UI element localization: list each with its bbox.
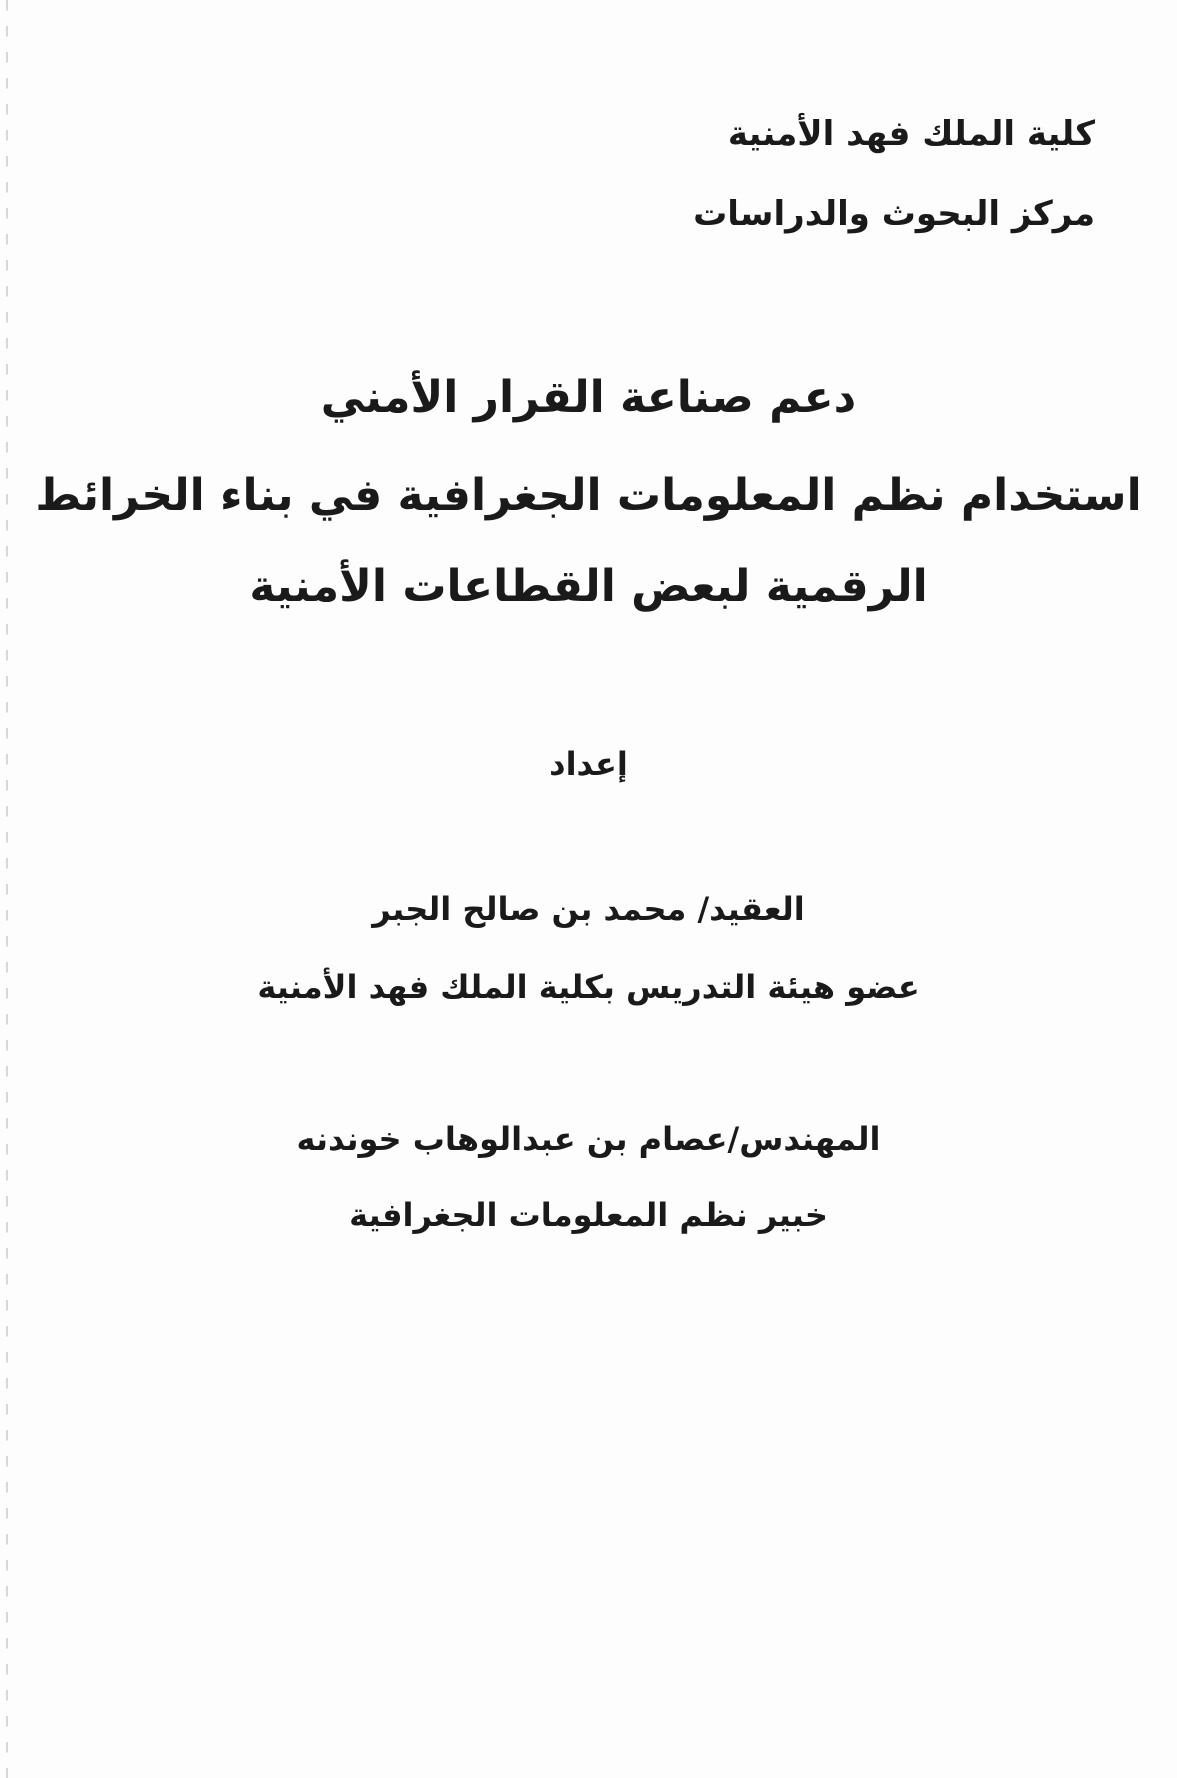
scan-edge — [6, 0, 8, 1778]
author-1-name: العقيد/ محمد بن صالح الجبر — [372, 890, 805, 928]
author-1-role: عضو هيئة التدريس بكلية الملك فهد الأمنية — [257, 968, 920, 1006]
title-line-2: استخدام نظم المعلومات الجغرافية في بناء الخرائط — [35, 470, 1142, 521]
institution-name: كلية الملك فهد الأمنية — [727, 114, 1095, 154]
prepared-by-label: إعداد — [549, 745, 628, 783]
research-center-name: مركز البحوث والدراسات — [693, 194, 1095, 234]
title-line-3: الرقمية لبعض القطاعات الأمنية — [249, 561, 928, 612]
author-2-role: خبير نظم المعلومات الجغرافية — [349, 1196, 828, 1234]
title-line-1: دعم صناعة القرار الأمني — [320, 372, 857, 423]
author-2-name: المهندس/عصام بن عبدالوهاب خوندنه — [296, 1120, 881, 1158]
